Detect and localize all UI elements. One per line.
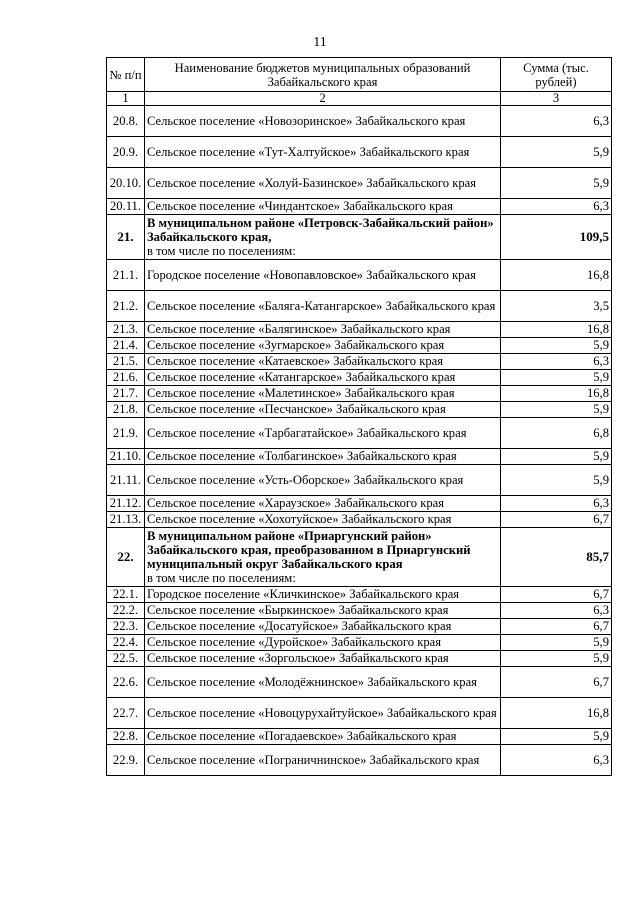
row-name: Сельское поселение «Новоцурухайтуйское» Забайкальского края bbox=[145, 698, 501, 729]
row-number: 20.10. bbox=[107, 168, 145, 199]
table-row bbox=[107, 449, 612, 465]
table-row bbox=[107, 370, 612, 386]
group-title: В муниципальном районе «Петровск-Забайкальский район» Забайкальского края, bbox=[147, 216, 494, 244]
row-number: 21.10. bbox=[107, 449, 145, 465]
row-name: Сельское поселение «Досатуйское» Забайкальского края bbox=[145, 619, 501, 635]
row-name: Сельское поселение «Тарбагатайское» Забайкальского края bbox=[145, 418, 501, 449]
row-name bbox=[145, 528, 501, 587]
table-row bbox=[107, 465, 612, 496]
row-number: 22.1. bbox=[107, 587, 145, 603]
row-sum: 5,9 bbox=[501, 370, 612, 386]
row-sum: 6,3 bbox=[501, 603, 612, 619]
row-sum: 6,3 bbox=[501, 199, 612, 215]
row-name bbox=[145, 215, 501, 260]
table-row bbox=[107, 651, 612, 667]
row-sum: 16,8 bbox=[501, 698, 612, 729]
table-row bbox=[107, 698, 612, 729]
row-number: 21.5. bbox=[107, 354, 145, 370]
row-number: 21.13. bbox=[107, 512, 145, 528]
row-name: Сельское поселение «Зоргольское» Забайкальского края bbox=[145, 651, 501, 667]
row-name: Сельское поселение «Хохотуйское» Забайкальского края bbox=[145, 512, 501, 528]
row-number: 21.11. bbox=[107, 465, 145, 496]
row-name: Сельское поселение «Песчанское» Забайкальского края bbox=[145, 402, 501, 418]
header-sum: Сумма (тыс. рублей) bbox=[501, 58, 612, 92]
table-row bbox=[107, 496, 612, 512]
table-row bbox=[107, 137, 612, 168]
row-number: 22.7. bbox=[107, 698, 145, 729]
table-body bbox=[107, 106, 612, 776]
row-sum: 5,9 bbox=[501, 402, 612, 418]
row-sum: 6,3 bbox=[501, 496, 612, 512]
row-number: 21.9. bbox=[107, 418, 145, 449]
row-name: Сельское поселение «Пограничнинское» Забайкальского края bbox=[145, 745, 501, 776]
row-number: 20.9. bbox=[107, 137, 145, 168]
header-row bbox=[107, 58, 612, 92]
column-index-1: 1 bbox=[107, 92, 145, 106]
row-name: Городское поселение «Кличкинское» Забайкальского края bbox=[145, 587, 501, 603]
row-sum: 5,9 bbox=[501, 635, 612, 651]
column-index-2: 2 bbox=[145, 92, 501, 106]
budget-table bbox=[106, 57, 612, 776]
row-number: 21.3. bbox=[107, 322, 145, 338]
row-sum: 6,3 bbox=[501, 106, 612, 137]
row-name: Сельское поселение «Толбагинское» Забайкальского края bbox=[145, 449, 501, 465]
table-row bbox=[107, 619, 612, 635]
table-header bbox=[107, 58, 612, 106]
table-row-group bbox=[107, 215, 612, 260]
row-number: 20.8. bbox=[107, 106, 145, 137]
row-name: Сельское поселение «Тут-Халтуйское» Забайкальского края bbox=[145, 137, 501, 168]
column-index-row bbox=[107, 92, 612, 106]
row-sum: 16,8 bbox=[501, 386, 612, 402]
group-title: В муниципальном районе «Приаргунский район» Забайкальского края, преобразованном в Приаргунский муниципальный округ Забайкальского края bbox=[147, 529, 471, 571]
row-name: Сельское поселение «Усть-Оборское» Забайкальского края bbox=[145, 465, 501, 496]
row-number: 22.9. bbox=[107, 745, 145, 776]
row-sum: 16,8 bbox=[501, 322, 612, 338]
table-row bbox=[107, 168, 612, 199]
row-number: 22.4. bbox=[107, 635, 145, 651]
row-name: Сельское поселение «Катангарское» Забайкальского края bbox=[145, 370, 501, 386]
group-subtitle: в том числе по поселениям: bbox=[147, 244, 296, 258]
table-row bbox=[107, 386, 612, 402]
table-row bbox=[107, 338, 612, 354]
row-sum: 16,8 bbox=[501, 260, 612, 291]
row-sum: 6,7 bbox=[501, 587, 612, 603]
table-row-group bbox=[107, 528, 612, 587]
row-name: Сельское поселение «Дуройское» Забайкальского края bbox=[145, 635, 501, 651]
row-sum: 6,3 bbox=[501, 745, 612, 776]
row-number: 22.2. bbox=[107, 603, 145, 619]
row-number: 21.8. bbox=[107, 402, 145, 418]
row-sum: 6,8 bbox=[501, 418, 612, 449]
row-name: Сельское поселение «Молодёжнинское» Забайкальского края bbox=[145, 667, 501, 698]
row-name: Сельское поселение «Чиндантское» Забайкальского края bbox=[145, 199, 501, 215]
row-name: Городское поселение «Новопавловское» Забайкальского края bbox=[145, 260, 501, 291]
table-row bbox=[107, 603, 612, 619]
row-number: 22.6. bbox=[107, 667, 145, 698]
row-sum: 6,7 bbox=[501, 512, 612, 528]
table-row bbox=[107, 291, 612, 322]
row-name: Сельское поселение «Малетинское» Забайкальского края bbox=[145, 386, 501, 402]
row-name: Сельское поселение «Холуй-Базинское» Забайкальского края bbox=[145, 168, 501, 199]
row-sum: 6,7 bbox=[501, 667, 612, 698]
row-sum: 5,9 bbox=[501, 465, 612, 496]
header-num: № п/п bbox=[107, 58, 145, 92]
row-sum: 5,9 bbox=[501, 338, 612, 354]
row-sum: 3,5 bbox=[501, 291, 612, 322]
row-number: 21.6. bbox=[107, 370, 145, 386]
table-row bbox=[107, 106, 612, 137]
row-sum: 5,9 bbox=[501, 651, 612, 667]
row-number: 21. bbox=[107, 215, 145, 260]
row-number: 21.12. bbox=[107, 496, 145, 512]
row-sum: 6,7 bbox=[501, 619, 612, 635]
table-row bbox=[107, 587, 612, 603]
row-number: 22.8. bbox=[107, 729, 145, 745]
row-name: Сельское поселение «Новозоринское» Забайкальского края bbox=[145, 106, 501, 137]
table-row bbox=[107, 354, 612, 370]
row-number: 21.7. bbox=[107, 386, 145, 402]
table-row bbox=[107, 418, 612, 449]
row-number: 21.1. bbox=[107, 260, 145, 291]
table-row bbox=[107, 199, 612, 215]
table-row bbox=[107, 260, 612, 291]
row-number: 21.4. bbox=[107, 338, 145, 354]
row-name: Сельское поселение «Катаевское» Забайкальского края bbox=[145, 354, 501, 370]
row-name: Сельское поселение «Баляга-Катангарское» Забайкальского края bbox=[145, 291, 501, 322]
row-name: Сельское поселение «Зугмарское» Забайкальского края bbox=[145, 338, 501, 354]
page-number: 11 bbox=[313, 35, 327, 50]
row-number: 20.11. bbox=[107, 199, 145, 215]
table-row bbox=[107, 322, 612, 338]
table-row bbox=[107, 667, 612, 698]
table-row bbox=[107, 635, 612, 651]
group-subtitle: в том числе по поселениям: bbox=[147, 571, 296, 585]
row-sum: 6,3 bbox=[501, 354, 612, 370]
row-number: 21.2. bbox=[107, 291, 145, 322]
row-name: Сельское поселение «Быркинское» Забайкальского края bbox=[145, 603, 501, 619]
column-index-3: 3 bbox=[501, 92, 612, 106]
table-row bbox=[107, 745, 612, 776]
row-sum: 5,9 bbox=[501, 137, 612, 168]
row-sum: 5,9 bbox=[501, 729, 612, 745]
table-row bbox=[107, 512, 612, 528]
table-row bbox=[107, 729, 612, 745]
row-sum: 5,9 bbox=[501, 449, 612, 465]
row-name: Сельское поселение «Погадаевское» Забайкальского края bbox=[145, 729, 501, 745]
row-number: 22. bbox=[107, 528, 145, 587]
row-name: Сельское поселение «Хараузское» Забайкальского края bbox=[145, 496, 501, 512]
row-sum: 5,9 bbox=[501, 168, 612, 199]
row-name: Сельское поселение «Балягинское» Забайкальского края bbox=[145, 322, 501, 338]
row-sum: 85,7 bbox=[501, 528, 612, 587]
header-name: Наименование бюджетов муниципальных образований Забайкальского края bbox=[145, 58, 501, 92]
row-number: 22.5. bbox=[107, 651, 145, 667]
row-number: 22.3. bbox=[107, 619, 145, 635]
table-row bbox=[107, 402, 612, 418]
row-sum: 109,5 bbox=[501, 215, 612, 260]
